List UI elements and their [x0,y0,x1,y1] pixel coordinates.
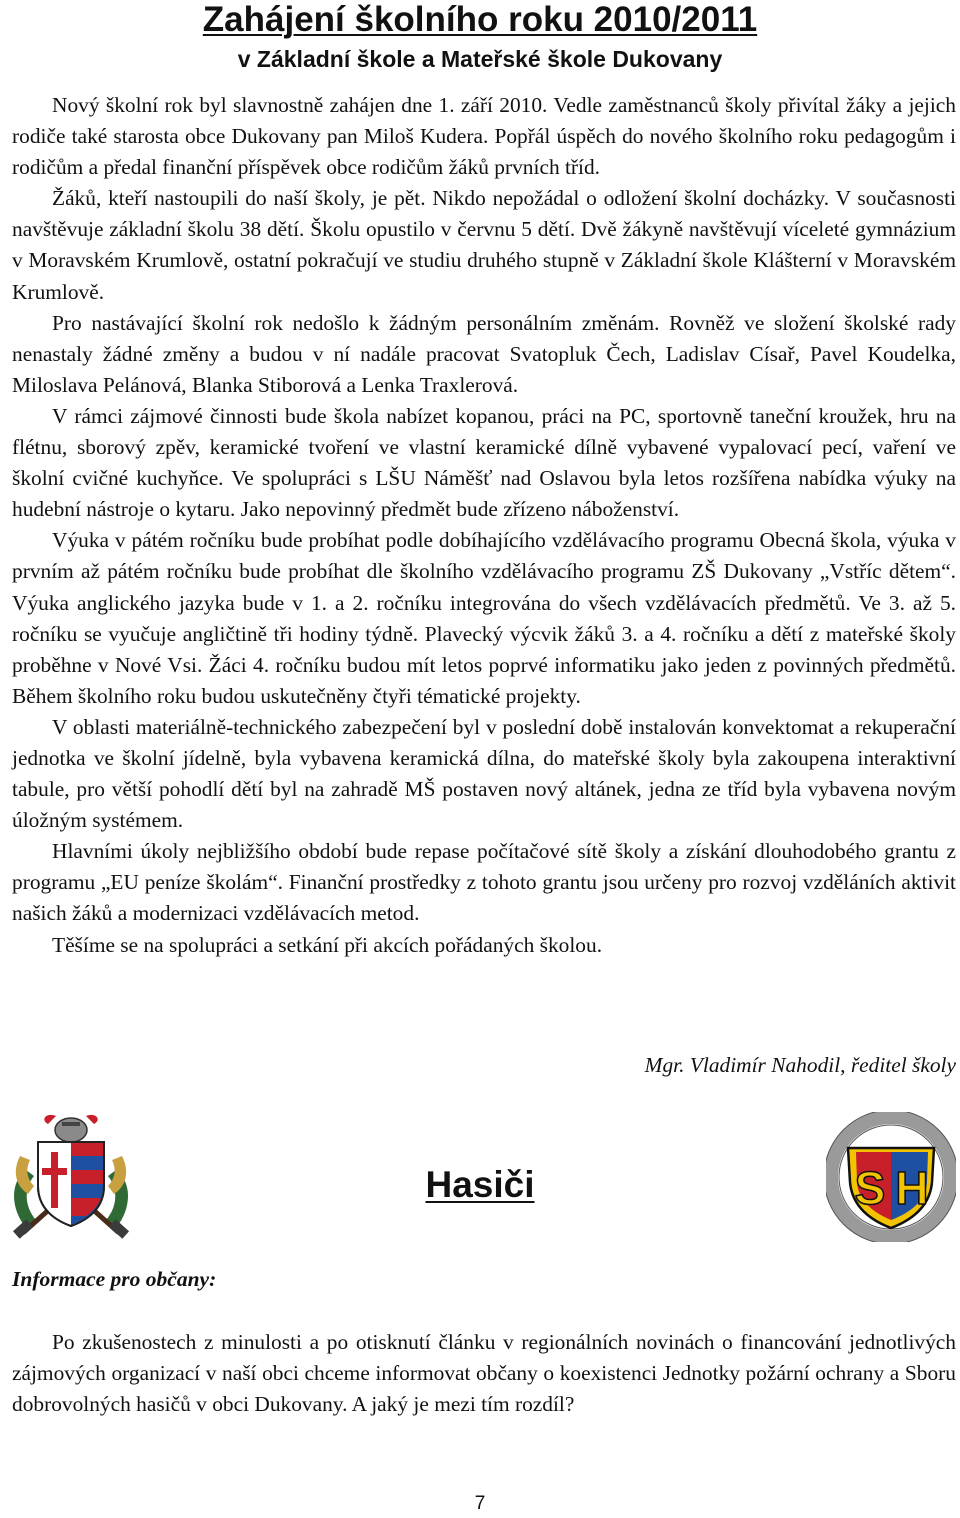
article-paragraph: Výuka v pátém ročníku bude probíhat podle dobíhajícího vzdělávacího programu Obecná škola, výuka v prvním až pátém ročníku bude probíhat dle školního vzdělávacího programu ZŠ Dukovany „Vstříc dětem“. Výuka anglického jazyka bude v 1. a 2. ročníku integrována do všech vzdělávacích předmětů. Ve 3. až 5. ročníku se vyučuje angličtině tři hodiny týdně. Plavecký výcvik žáků 3. a 4. ročníku a dětí z mateřské školy proběhne v Nové Vsi. Žáci 4. ročníku budou mít letos poprvé informatiku jako jeden z povinných předmětů. Během školního roku budou uskutečněny čtyři tématické projekty. [12,528,956,708]
article-paragraph: Těšíme se na spolupráci a setkání při akcích pořádaných školou. [52,932,603,957]
section-paragraph: Po zkušenostech z minulosti a po otisknutí článku v regionálních novinách o financování jednotlivých zájmových organizací v naší obci chceme informovat občany o koexistenci Jednotky požární ochrany a Sboru dobrovolných hasičů v obci Dukovany. A jaký je mezi tím rozdíl? [12,1330,956,1417]
sdh-firefighters-logo-icon [826,1112,956,1242]
page-title-text: Zahájení školního roku 2010/2011 [202,0,758,39]
info-heading: Informace pro občany: [12,1267,217,1291]
sdh-logo-letter-h: H [895,1162,929,1214]
page-number: 7 [474,1493,486,1514]
article-paragraph: V rámci zájmové činnosti bude škola nabízet kopanou, práci na PC, sportovně taneční kroužek, hru na flétnu, sborový zpěv, keramické tvoření ve vlastní keramické dílně vybavené vypalovací pecí, vaření ve školní cvičné kuchyňce. Ve spolupráci s LŠU Náměšť nad Oslavou byla letos rozšířena nabídka výuky na hudební nástroje o kytaru. Jako nepovinný předmět bude zřízeno náboženství. [12,403,956,522]
page-subtitle: v Základní škole a Mateřské škole Dukovany [237,46,723,72]
section-body [12,1327,956,1420]
page-title [0,0,960,40]
article-paragraph: V oblasti materiálně-technického zabezpečení byl v poslední době instalován konvektomat a rekuperační jednotka ve školní jídelně, byla vybavena keramická dílna, do mateřské školy byla zakoupena interaktivní tabule, pro větší pohodlí dětí byl na zahradě MŠ postaven nový altánek, jedna ze tříd byla vybavena novým úložným systémem. [12,714,956,833]
section-title [0,1163,960,1207]
article-paragraph: Nový školní rok byl slavnostně zahájen dne 1. září 2010. Vedle zaměstnanců školy přivítal žáky a jejich rodiče také starosta obce Dukovany pan Miloš Kudera. Popřál úspěch do nového školního roku pedagogům i rodičům a předal finanční příspěvek obce rodičům žáků prvních tříd. [12,93,956,180]
section-title-text: Hasiči [425,1164,535,1205]
sdh-logo-letter-s: S [854,1162,886,1214]
article-paragraph: Pro nastávající školní rok nedošlo k žádným personálním změnám. Rovněž ve složení školské rady nenastaly žádné změny a budou v ní nadále pracovat Svatopluk Čech, Ladislav Císař, Pavel Koudelka, Miloslava Pelánová, Blanka Stiborová a Lenka Traxlerová. [12,310,956,397]
article-signature: Mgr. Vladimír Nahodil, ředitel školy [644,1053,956,1077]
article-paragraph: Žáků, kteří nastoupili do naší školy, je pět. Nikdo nepožádal o odložení školní docházky. V současnosti navštěvuje základní školu 38 dětí. Školu opustilo v červnu 5 dětí. Dvě žákyně navštěvují víceleté gymnázium v Moravském Krumlově, ostatní pokračují ve studiu druhého stupně v Základní škole Klášterní v Moravském Krumlově. [12,186,956,304]
article-paragraph: Hlavními úkoly nejbližšího období bude repase počítačové sítě školy a získání dlouhodobého grantu z programu „EU peníze školám“. Finanční prostředky z tohoto grantu jsou určeny pro rozvoj vzděláních aktivit našich žáků a modernizaci vzdělávacích metod. [12,839,956,926]
article-body [12,90,956,961]
